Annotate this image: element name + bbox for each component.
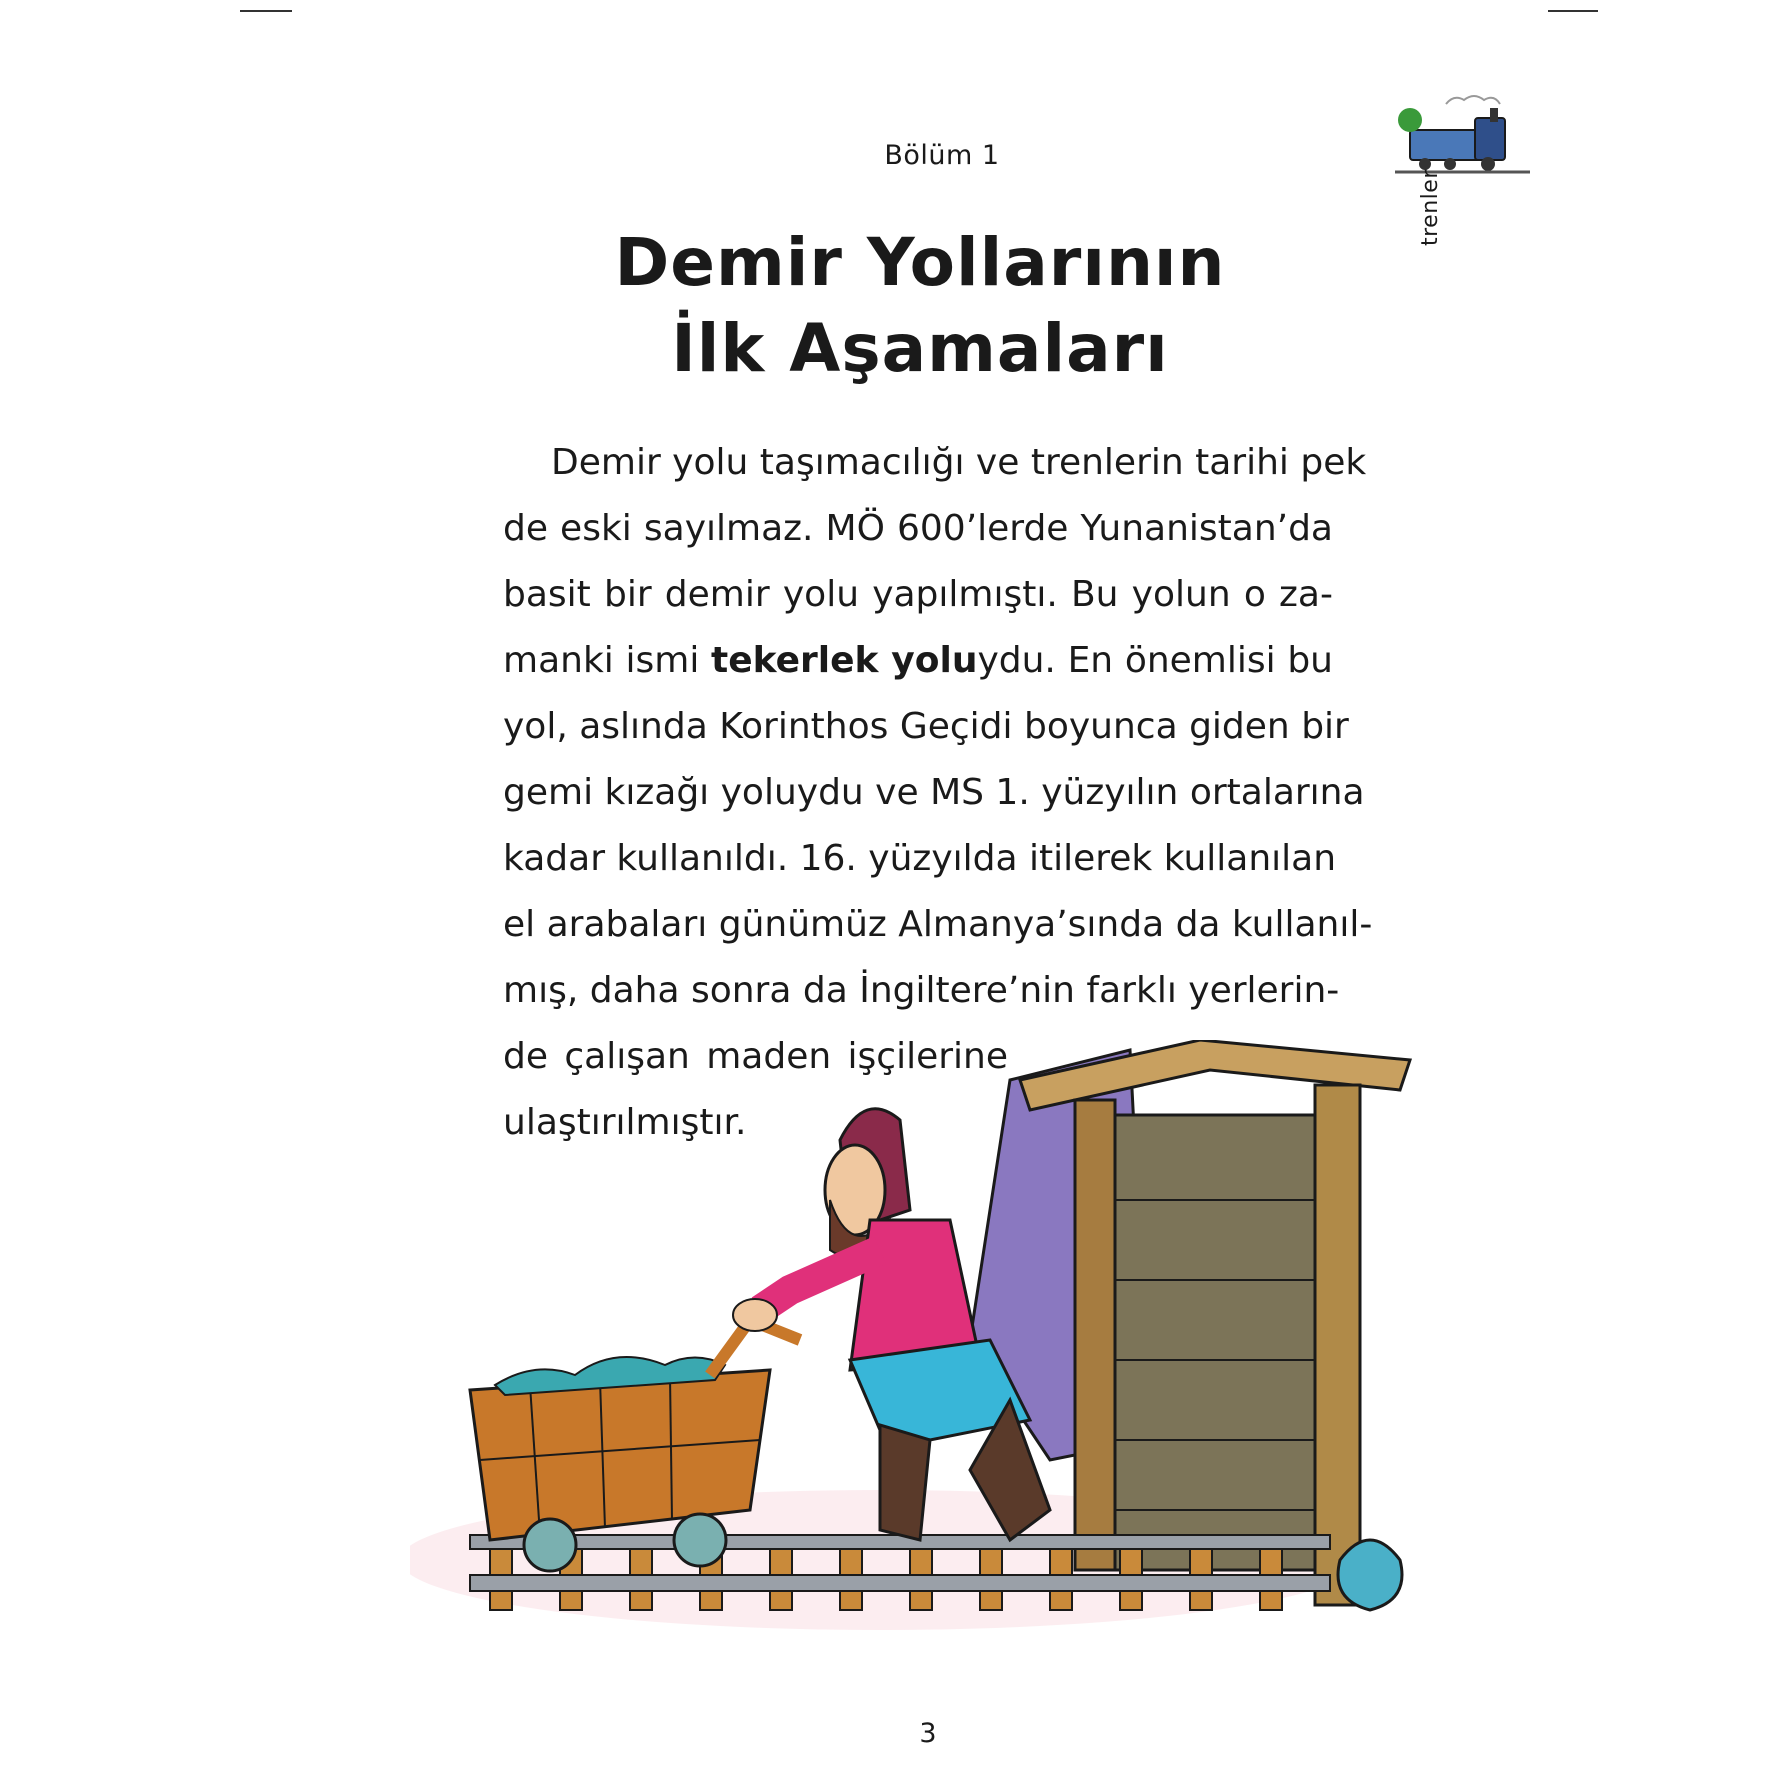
train-icon xyxy=(1390,90,1540,250)
title-line-1: Demir Yollarının xyxy=(614,224,1226,301)
body-fragment: ydu. En önemlisi bu xyxy=(977,640,1333,681)
chapter-label: Bölüm 1 xyxy=(884,140,1000,171)
body-line: mış, daha sonra da İngiltere’nin farklı yerlerin- xyxy=(503,970,1340,1011)
body-line: gemi kızağı yoluydu ve MS 1. yüzyılın ortalarına xyxy=(503,772,1365,813)
miner-cart-illustration xyxy=(410,1040,1420,1660)
body-line: yol, aslında Korinthos Geçidi boyunca giden bir xyxy=(503,706,1349,747)
crop-mark-left xyxy=(240,10,292,12)
title-line-2: İlk Aşamaları xyxy=(671,310,1169,387)
body-line xyxy=(503,628,1333,694)
body-line: el arabaları günümüz Almanya’sında da kullanıl- xyxy=(503,904,1373,945)
body-fragment: manki ismi xyxy=(503,640,700,681)
body-line: ulaştırılmıştır. xyxy=(503,1102,747,1143)
body-line: de çalışan maden işçilerine xyxy=(503,1036,1008,1077)
page-number: 3 xyxy=(919,1718,937,1749)
body-line: de eski sayılmaz. MÖ 600’lerde Yunanistan’da xyxy=(503,508,1333,549)
body-line: kadar kullanıldı. 16. yüzyılda itilerek kullanılan xyxy=(503,838,1337,879)
body-line: Demir yolu taşımacılığı ve trenlerin tarihi pek xyxy=(551,442,1367,483)
crop-mark-right xyxy=(1548,10,1598,12)
body-line: basit bir demir yolu yapılmıştı. Bu yolun o za- xyxy=(503,574,1333,615)
bold-term: tekerlek yolu xyxy=(711,640,978,681)
page-title xyxy=(560,220,1280,392)
side-label: trenler xyxy=(1418,169,1443,246)
